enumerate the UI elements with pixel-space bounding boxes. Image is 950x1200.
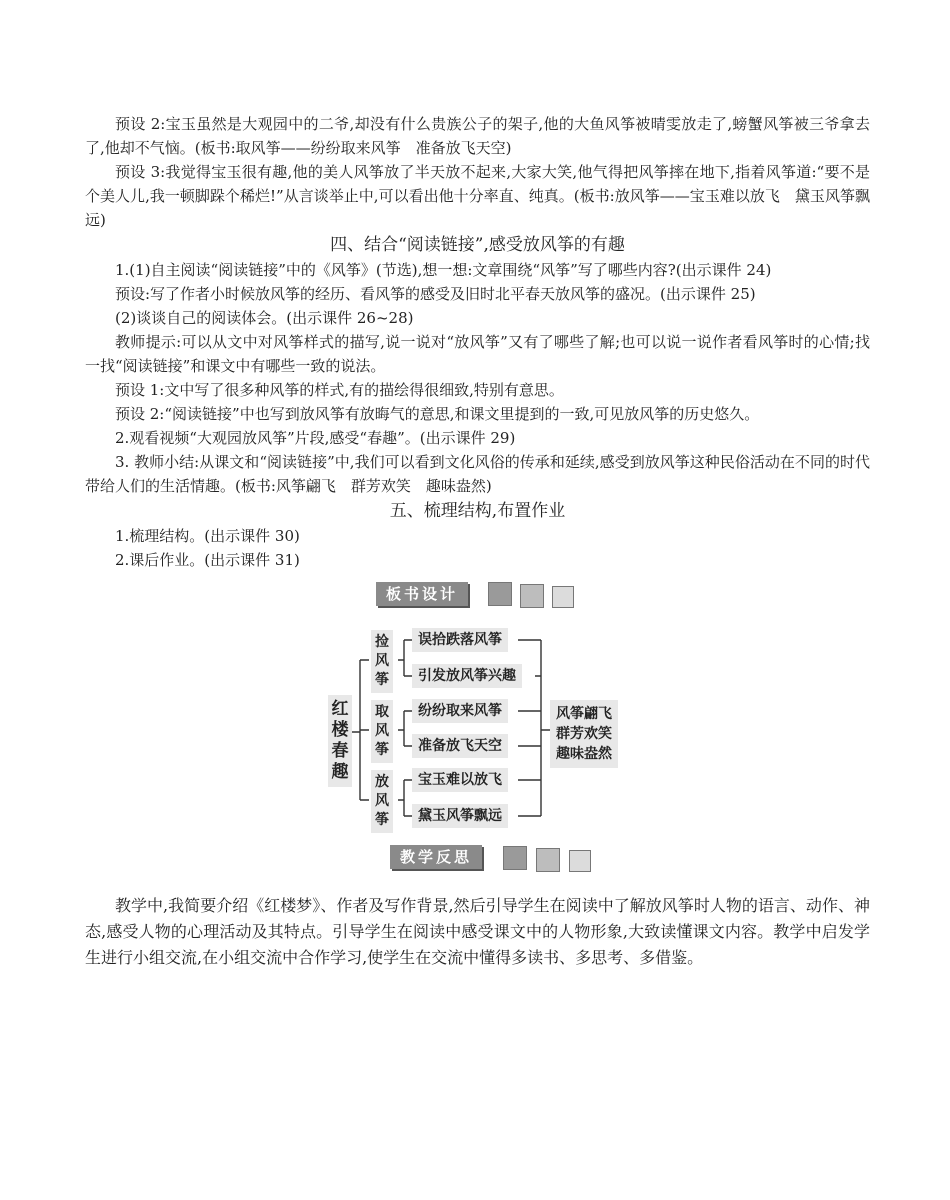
paragraph: 1.梳理结构。(出示课件 30)	[115, 527, 300, 545]
paragraph: 3. 教师小结:从课文和“阅读链接”中,我们可以看到文化风俗的传承和延续,感受到放风筝这种民俗活动在不同的时代带给人们的生活情趣。(板书:风筝翩飞 群芳欢笑 趣味盎然)	[85, 453, 870, 495]
title-decoration-square	[536, 848, 560, 872]
reflection-body	[85, 893, 870, 971]
board-item: 纷纷取来风筝	[412, 699, 508, 723]
title-decoration-square	[503, 846, 527, 870]
title-decoration-square	[569, 850, 591, 872]
summary-line: 风筝翩飞	[556, 706, 612, 722]
paragraph: 预设:写了作者小时候放风筝的经历、看风筝的感受及旧时北平春天放风筝的盛况。(出示课件 25)	[115, 285, 756, 303]
preset-3-paragraph: 预设 3:我觉得宝玉很有趣,他的美人风筝放了半天放不起来,大家大笑,他气得把风筝摔在地下,指着风筝道:“要不是个美人儿,我一顿脚跺个稀烂!”从言谈举止中,可以看出他十分率直、纯真。(板书:放风筝——宝玉难以放飞 黛玉风筝飘远)	[85, 163, 870, 229]
paragraph: 教师提示:可以从文中对风筝样式的描写,说一说对“放风筝”又有了哪些了解;也可以说一说作者看风筝时的心情;找一找“阅读链接”和课文中有哪些一致的说法。	[85, 333, 870, 375]
section-4-heading: 四、结合“阅读链接”,感受放风筝的有趣	[330, 235, 625, 255]
paragraph: 1.(1)自主阅读“阅读链接”中的《风筝》(节选),想一想:文章围绕“风筝”写了哪些内容?(出示课件 24)	[115, 261, 772, 279]
paragraph: 预设 2:“阅读链接”中也写到放风筝有放晦气的意思,和课文里提到的一致,可见放风筝的历史悠久。	[115, 405, 760, 423]
board-group-label: 捡风筝	[371, 630, 393, 693]
board-design-title: 板书设计	[376, 582, 468, 606]
board-item: 宝玉难以放飞	[412, 768, 508, 792]
board-item: 引发放风筝兴趣	[412, 664, 522, 688]
section-5-heading: 五、梳理结构,布置作业	[389, 501, 566, 521]
board-root-title: 红楼春趣	[328, 695, 352, 787]
reflection-paragraph: 教学中,我简要介绍《红楼梦》、作者及写作背景,然后引导学生在阅读中了解放风筝时人物的语言、动作、神态,感受人物的心理活动及其特点。引导学生在阅读中感受课文中的人物形象,大致读懂课文内容。教学中启发学生进行小组交流,在小组交流中合作学习,使学生在交流中懂得多读书、多思考、多借鉴。	[85, 896, 870, 967]
board-item: 准备放飞天空	[412, 734, 508, 758]
board-summary	[550, 700, 618, 768]
preset-2-paragraph: 预设 2:宝玉虽然是大观园中的二爷,却没有什么贵族公子的架子,他的大鱼风筝被晴雯放走了,螃蟹风筝被三爷拿去了,他却不气恼。(板书:取风筝——纷纷取来风筝 准备放飞天空)	[85, 115, 870, 157]
paragraph: (2)谈谈自己的阅读体会。(出示课件 26~28)	[115, 309, 414, 327]
board-item: 误拾跌落风筝	[412, 628, 508, 652]
board-group-label: 放风筝	[371, 770, 393, 833]
paragraph: 2.观看视频“大观园放风筝”片段,感受“春趣”。(出示课件 29)	[115, 429, 516, 447]
paragraph: 预设 1:文中写了很多种风筝的样式,有的描绘得很细致,特别有意思。	[115, 381, 564, 399]
board-item: 黛玉风筝飘远	[412, 804, 508, 828]
reflection-title: 教学反思	[390, 845, 482, 869]
paragraph: 2.课后作业。(出示课件 31)	[115, 551, 300, 569]
summary-line: 趣味盎然	[556, 746, 612, 762]
summary-line: 群芳欢笑	[556, 726, 612, 742]
board-group-label: 取风筝	[371, 700, 393, 763]
